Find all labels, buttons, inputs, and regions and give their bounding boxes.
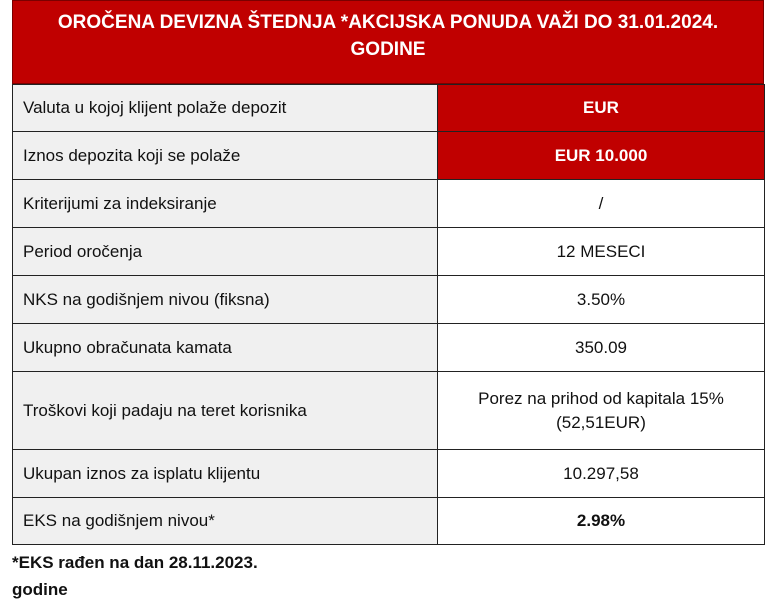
deposit-terms-table <box>12 84 765 545</box>
row-label: Valuta u kojoj klijent polaže depozit <box>13 85 438 132</box>
table-row <box>13 372 765 450</box>
table-row <box>13 498 765 545</box>
table-row <box>13 276 765 324</box>
row-value: 12 MESECI <box>438 228 765 276</box>
row-value: 2.98% <box>438 498 765 545</box>
table-row <box>13 132 765 180</box>
row-label: NKS na godišnjem nivou (fiksna) <box>13 276 438 324</box>
row-label: Ukupan iznos za isplatu klijentu <box>13 450 438 498</box>
row-label: Iznos depozita koji se polaže <box>13 132 438 180</box>
table-row <box>13 85 765 132</box>
offer-title: OROČENA DEVIZNA ŠTEDNJA *AKCIJSKA PONUDA VAŽI DO 31.01.2024. GODINE <box>12 0 764 84</box>
row-label: Ukupno obračunata kamata <box>13 324 438 372</box>
row-label: EKS na godišnjem nivou* <box>13 498 438 545</box>
table-row <box>13 324 765 372</box>
footnote-line: *EKS rađen na dan 28.11.2023. <box>12 553 258 572</box>
row-value: / <box>438 180 765 228</box>
row-value: EUR <box>438 85 765 132</box>
table-row <box>13 180 765 228</box>
row-value: EUR 10.000 <box>438 132 765 180</box>
row-value-line: Porez na prihod od kapitala 15% <box>478 388 724 408</box>
footnote <box>12 549 258 603</box>
footnote-line: godine <box>12 580 68 599</box>
row-value-line: (52,51EUR) <box>556 412 646 432</box>
row-value: 350.09 <box>438 324 765 372</box>
row-value <box>438 372 765 450</box>
deposit-offer-sheet <box>12 0 764 545</box>
row-value: 10.297,58 <box>438 450 765 498</box>
table-row <box>13 228 765 276</box>
table-row <box>13 450 765 498</box>
row-label: Period oročenja <box>13 228 438 276</box>
row-label: Kriterijumi za indeksiranje <box>13 180 438 228</box>
row-value: 3.50% <box>438 276 765 324</box>
row-label: Troškovi koji padaju na teret korisnika <box>13 372 438 450</box>
